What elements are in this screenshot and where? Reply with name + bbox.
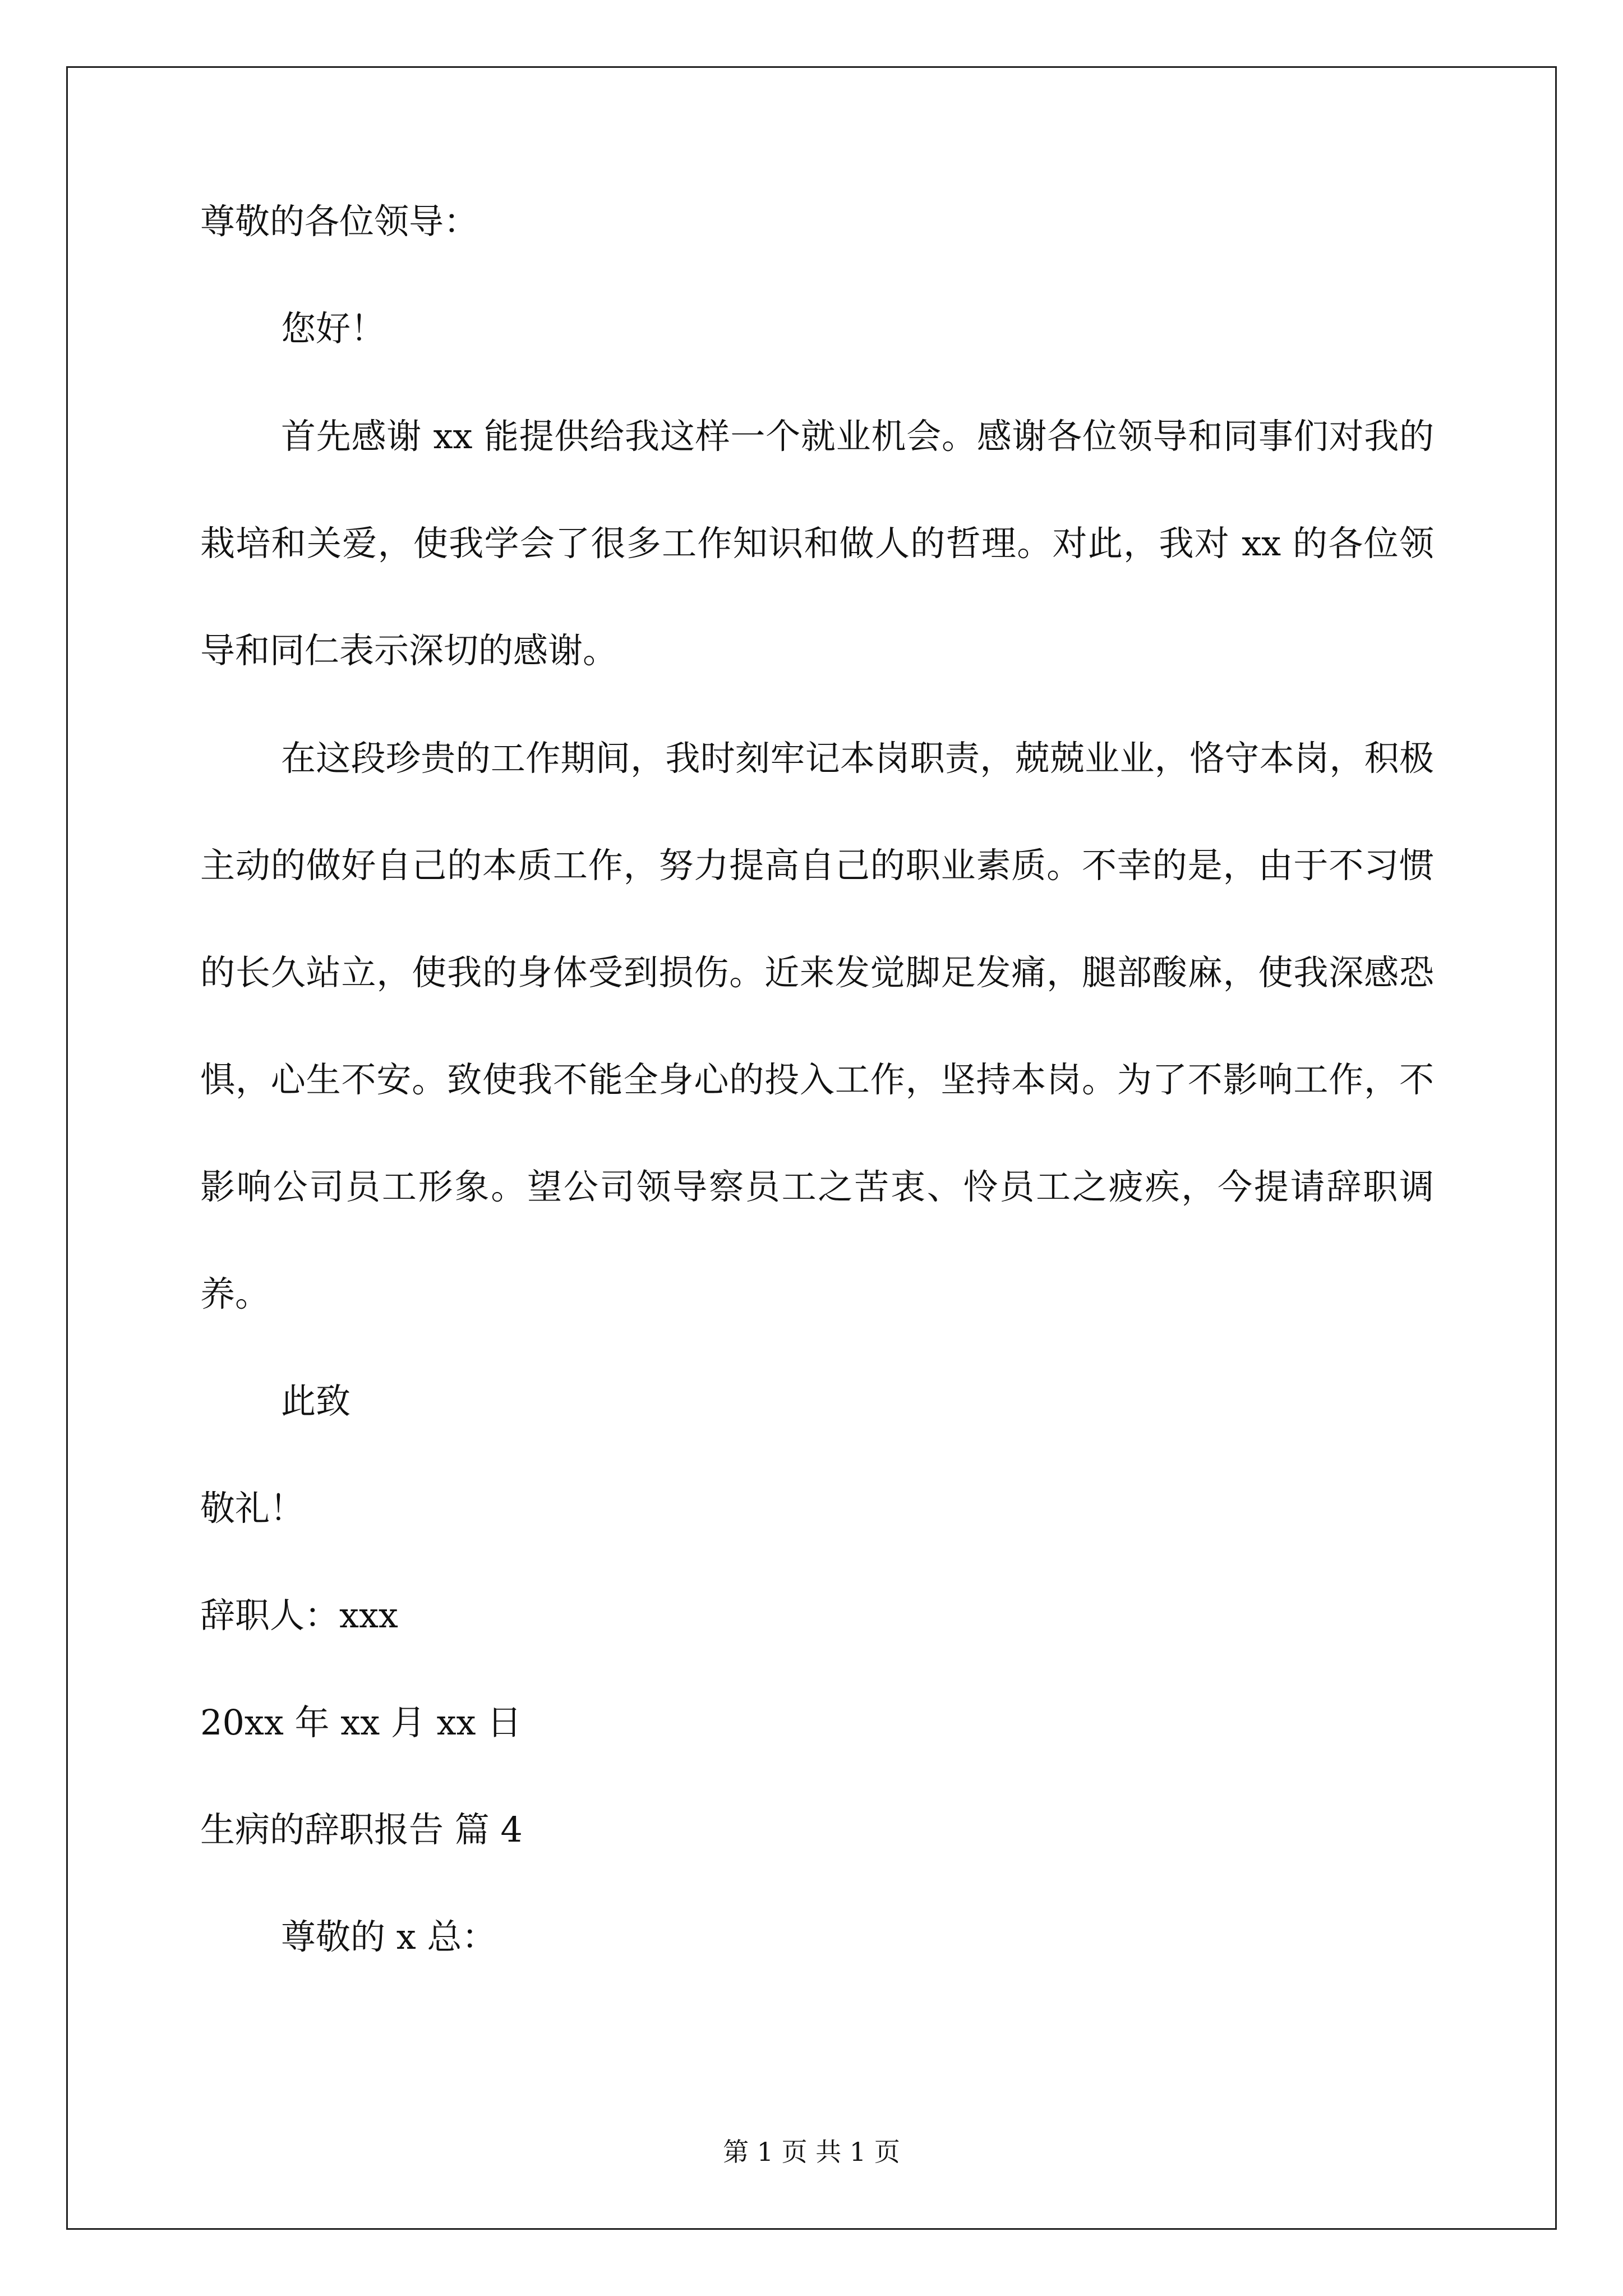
section-title: 生病的辞职报告 篇 4 [200, 1809, 523, 1850]
closing-line-2: 敬礼！ [200, 1488, 305, 1529]
salutation: 尊敬的各位领导： [200, 201, 479, 242]
closing-line-1: 此致 [281, 1381, 351, 1421]
signature: 辞职人：xxx [200, 1595, 398, 1636]
paragraph-reason: 在这段珍贵的工作期间，我时刻牢记本岗职责，兢兢业业，恪守本岗，积极主动的做好自己的本质工作，努力提高自己的职业素质。不幸的是，由于不习惯的长久站立，使我的身体受到损伤。近来发觉脚足发痛，腿部酸麻，使我深感恐惧，心生不安。致使我不能全身心的投入工作，坚持本岗。为了不影响工作，不影响公司员工形象。望公司领导察员工之苦衷、怜员工之疲疾，今提请辞职调养。 [200, 738, 1434, 1314]
page-footer: 第 1 页 共 1 页 [723, 2137, 900, 2167]
paragraph-thanks: 首先感谢 xx 能提供给我这样一个就业机会。感谢各位领导和同事们对我的栽培和关爱，使我学会了很多工作知识和做人的哲理。对此，我对 xx 的各位领导和同仁表示深切的感谢。 [200, 416, 1434, 671]
greeting: 您好！ [281, 308, 386, 349]
next-salutation: 尊敬的 x 总： [281, 1916, 497, 1957]
date: 20xx 年 xx 月 xx 日 [200, 1702, 522, 1743]
document-body [200, 202, 1434, 2024]
